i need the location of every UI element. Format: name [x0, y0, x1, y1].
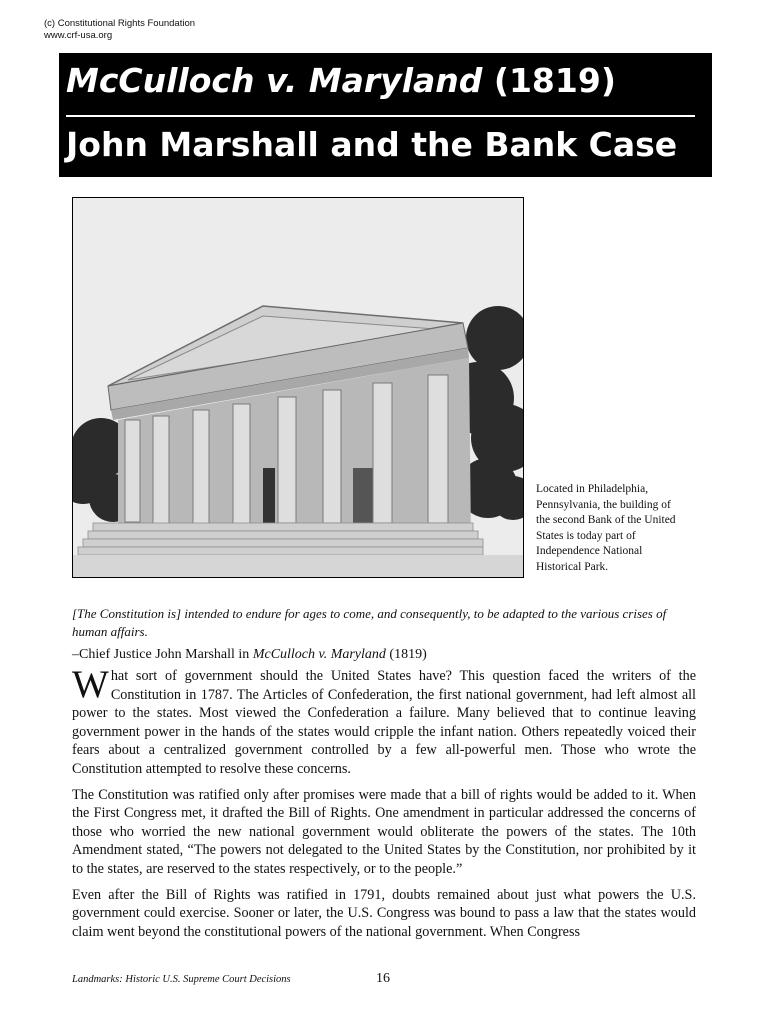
footer-series: Landmarks: Historic U.S. Supreme Court Decisions [72, 974, 291, 985]
title-divider [66, 115, 695, 117]
attribution-prefix: –Chief Justice John Marshall in [72, 647, 253, 662]
copyright-text: (c) Constitutional Rights Foundation [44, 18, 196, 29]
case-year: (1819) [493, 61, 616, 100]
case-title [66, 59, 616, 103]
paragraph-1-text: hat sort of government should the United States have? This question faced the writers of the Constitution in 1787. The Articles of Confederation, the first national government, had left almost all power to the states. Most viewed the Confederation a failure. Many believed that to continue leaving government power in the hands of the states would cripple the infant nation. Others repeatedly voiced their fears about a centralized government controlled by a few all-powerful men. Those who wrote the Constitution attempted to resolve these concerns. [72, 668, 696, 777]
photo-caption: Located in Philadelphia, Pennsylvania, the building of the second Bank of the United States is today part of Independence National Historical Park. [536, 483, 676, 573]
case-subtitle: John Marshall and the Bank Case [66, 125, 678, 164]
paragraph-1 [72, 663, 696, 779]
bank-building-photo [72, 197, 524, 578]
case-name: McCulloch v. Maryland [66, 61, 483, 100]
quote-attribution [72, 646, 427, 664]
title-banner [59, 53, 712, 177]
article-body [72, 663, 696, 948]
page-number: 16 [376, 971, 390, 986]
paragraph-2: The Constitution was ratified only after promises were made that a bill of rights would be added to it. When the First Congress met, it drafted the Bill of Rights. One amendment in particular addressed the concerns of those who worried the new national government would obliterate the powers of the states. The 10th Amendment stated, “The powers not delegated to the United States by the Constitution, nor prohibited by it to the states, are reserved to the states respectively, or to the people.” [72, 786, 696, 877]
website-text: www.crf-usa.org [44, 30, 113, 41]
drop-cap: W [72, 663, 109, 706]
header-meta [44, 18, 195, 42]
bank-building-illustration [73, 198, 523, 577]
marshall-quote: [The Constitution is] intended to endure for ages to come, and consequently, to be adapted to the various crises of human affairs. [72, 606, 667, 639]
attribution-case: McCulloch v. Maryland [252, 647, 386, 662]
attribution-year: (1819) [385, 647, 427, 662]
paragraph-3: Even after the Bill of Rights was ratified in 1791, doubts remained about just what powers the U.S. government could exercise. Sooner or later, the U.S. Congress was bound to pass a law that the states would claim went beyond the constitutional powers of the national government. When Congress [72, 886, 696, 940]
